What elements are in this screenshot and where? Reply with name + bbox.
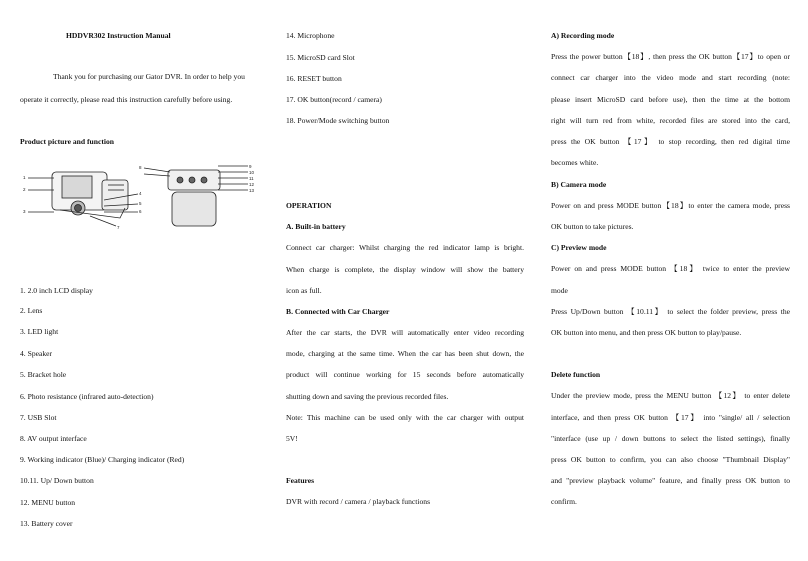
intro-line-1: Thank you for purchasing our Gator DVR. In order to help you <box>53 72 245 81</box>
part-14: 14. Microphone <box>286 31 335 40</box>
built-in-line-1: Connect car charger: Whilst charging the red indicator lamp is bright. <box>286 243 524 252</box>
svg-text:12: 12 <box>249 182 255 187</box>
svg-text:3: 3 <box>23 209 26 214</box>
car-charger-note-end: 5V! <box>286 434 298 443</box>
product-heading: Product picture and function <box>20 137 115 146</box>
svg-text:11: 11 <box>249 176 254 181</box>
delete-line-6: confirm. <box>551 497 577 506</box>
operation-heading: OPERATION <box>286 201 332 210</box>
part-8: 8. AV output interface <box>20 434 87 443</box>
delete-line-2: interface, and then press OK button 【17】 into "single/ all / selection <box>551 413 790 422</box>
delete-line-5: and "preview playback volume" feature, and finally press OK button to <box>551 476 790 485</box>
svg-text:8: 8 <box>139 165 142 170</box>
svg-text:5: 5 <box>139 201 142 206</box>
part-15: 15. MicroSD card Slot <box>286 53 355 62</box>
camera-back-view <box>144 166 248 226</box>
part-1: 1. 2.0 inch LCD display <box>20 286 93 295</box>
car-charger-line-1: After the car starts, the DVR will automatically enter video recording <box>286 328 524 337</box>
features-heading: Features <box>286 476 315 485</box>
features-line: DVR with record / camera / playback functions <box>286 497 431 506</box>
part-2: 2. Lens <box>20 306 43 315</box>
part-6: 6. Photo resistance (infrared auto-detection) <box>20 392 154 401</box>
svg-text:1: 1 <box>23 175 26 180</box>
svg-text:4: 4 <box>139 191 142 196</box>
preview-mode-heading: C) Preview mode <box>551 243 607 252</box>
svg-text:7: 7 <box>117 225 120 230</box>
preview-line-2: mode <box>551 286 568 295</box>
part-13: 13. Battery cover <box>20 519 73 528</box>
camera-line-2: OK button to take pictures. <box>551 222 634 231</box>
car-charger-line-3: product will continue working for 15 seconds before automatically <box>286 370 524 379</box>
car-charger-line-2: mode, charging at the same time. When the car has been shut down, the <box>286 349 524 358</box>
built-in-battery-heading: A. Built-in battery <box>286 222 346 231</box>
delete-function-heading: Delete function <box>551 370 601 379</box>
car-charger-note: Note: This machine can be used only with the car charger with output <box>286 413 524 422</box>
delete-line-4: press OK button to confirm, you can also choose "Thumbnail Display" <box>551 455 790 464</box>
svg-text:10: 10 <box>249 170 255 175</box>
preview-line-1: Power on and press MODE button 【18】 twice to enter the preview <box>551 264 790 273</box>
svg-text:9: 9 <box>249 164 252 169</box>
preview-line-3: Press Up/Down button 【10.11】 to select the folder preview, press the <box>551 307 790 316</box>
recording-mode-heading: A) Recording mode <box>551 31 615 40</box>
manual-title: HDDVR302 Instruction Manual <box>66 31 171 40</box>
part-3: 3. LED light <box>20 327 59 336</box>
delete-line-1: Under the preview mode, press the MENU button 【12】 to enter delete <box>551 391 790 400</box>
part-17: 17. OK button(record / camera) <box>286 95 382 104</box>
product-diagram <box>20 160 255 235</box>
part-4: 4. Speaker <box>20 349 53 358</box>
recording-line-3: please insert MicroSD card before use), then the time at the bottom <box>551 95 790 104</box>
svg-text:2: 2 <box>23 187 26 192</box>
part-5: 5. Bracket hole <box>20 370 67 379</box>
camera-side-view <box>28 172 138 226</box>
built-in-line-2: When charge is complete, the display window will show the battery <box>286 265 524 274</box>
part-7: 7. USB Slot <box>20 413 57 422</box>
part-18: 18. Power/Mode switching button <box>286 116 390 125</box>
camera-mode-heading: B) Camera mode <box>551 180 607 189</box>
recording-line-1: Press the power button【18】, then press the OK button【17】to open or <box>551 52 790 61</box>
delete-line-3: "interface (use up / down buttons to select the listed settings), finally <box>551 434 790 443</box>
recording-line-6: becomes white. <box>551 158 599 167</box>
recording-line-5: press the OK button 【17】 to stop recording, then red digital time <box>551 137 790 146</box>
part-16: 16. RESET button <box>286 74 342 83</box>
car-charger-heading: B. Connected with Car Charger <box>286 307 390 316</box>
recording-line-4: right will turn red from white, recorded files are stored into the card, <box>551 116 790 125</box>
part-10-11: 10.11. Up/ Down button <box>20 476 94 485</box>
preview-line-4: OK button into menu, and then press OK button to play/pause. <box>551 328 742 337</box>
intro-line-2: operate it correctly, please read this instruction carefully before using. <box>20 95 233 104</box>
svg-text:6: 6 <box>139 209 142 214</box>
svg-text:13: 13 <box>249 188 255 193</box>
car-charger-line-4: shutting down and saving the previous recorded files. <box>286 392 449 401</box>
recording-line-2: connect car charger into the video mode and start recording (note: <box>551 73 790 82</box>
built-in-line-3: icon as full. <box>286 286 322 295</box>
part-9: 9. Working indicator (Blue)/ Charging indicator (Red) <box>20 455 185 464</box>
camera-line-1: Power on and press MODE button【18】to enter the camera mode, press <box>551 201 790 210</box>
part-12: 12. MENU button <box>20 498 76 507</box>
